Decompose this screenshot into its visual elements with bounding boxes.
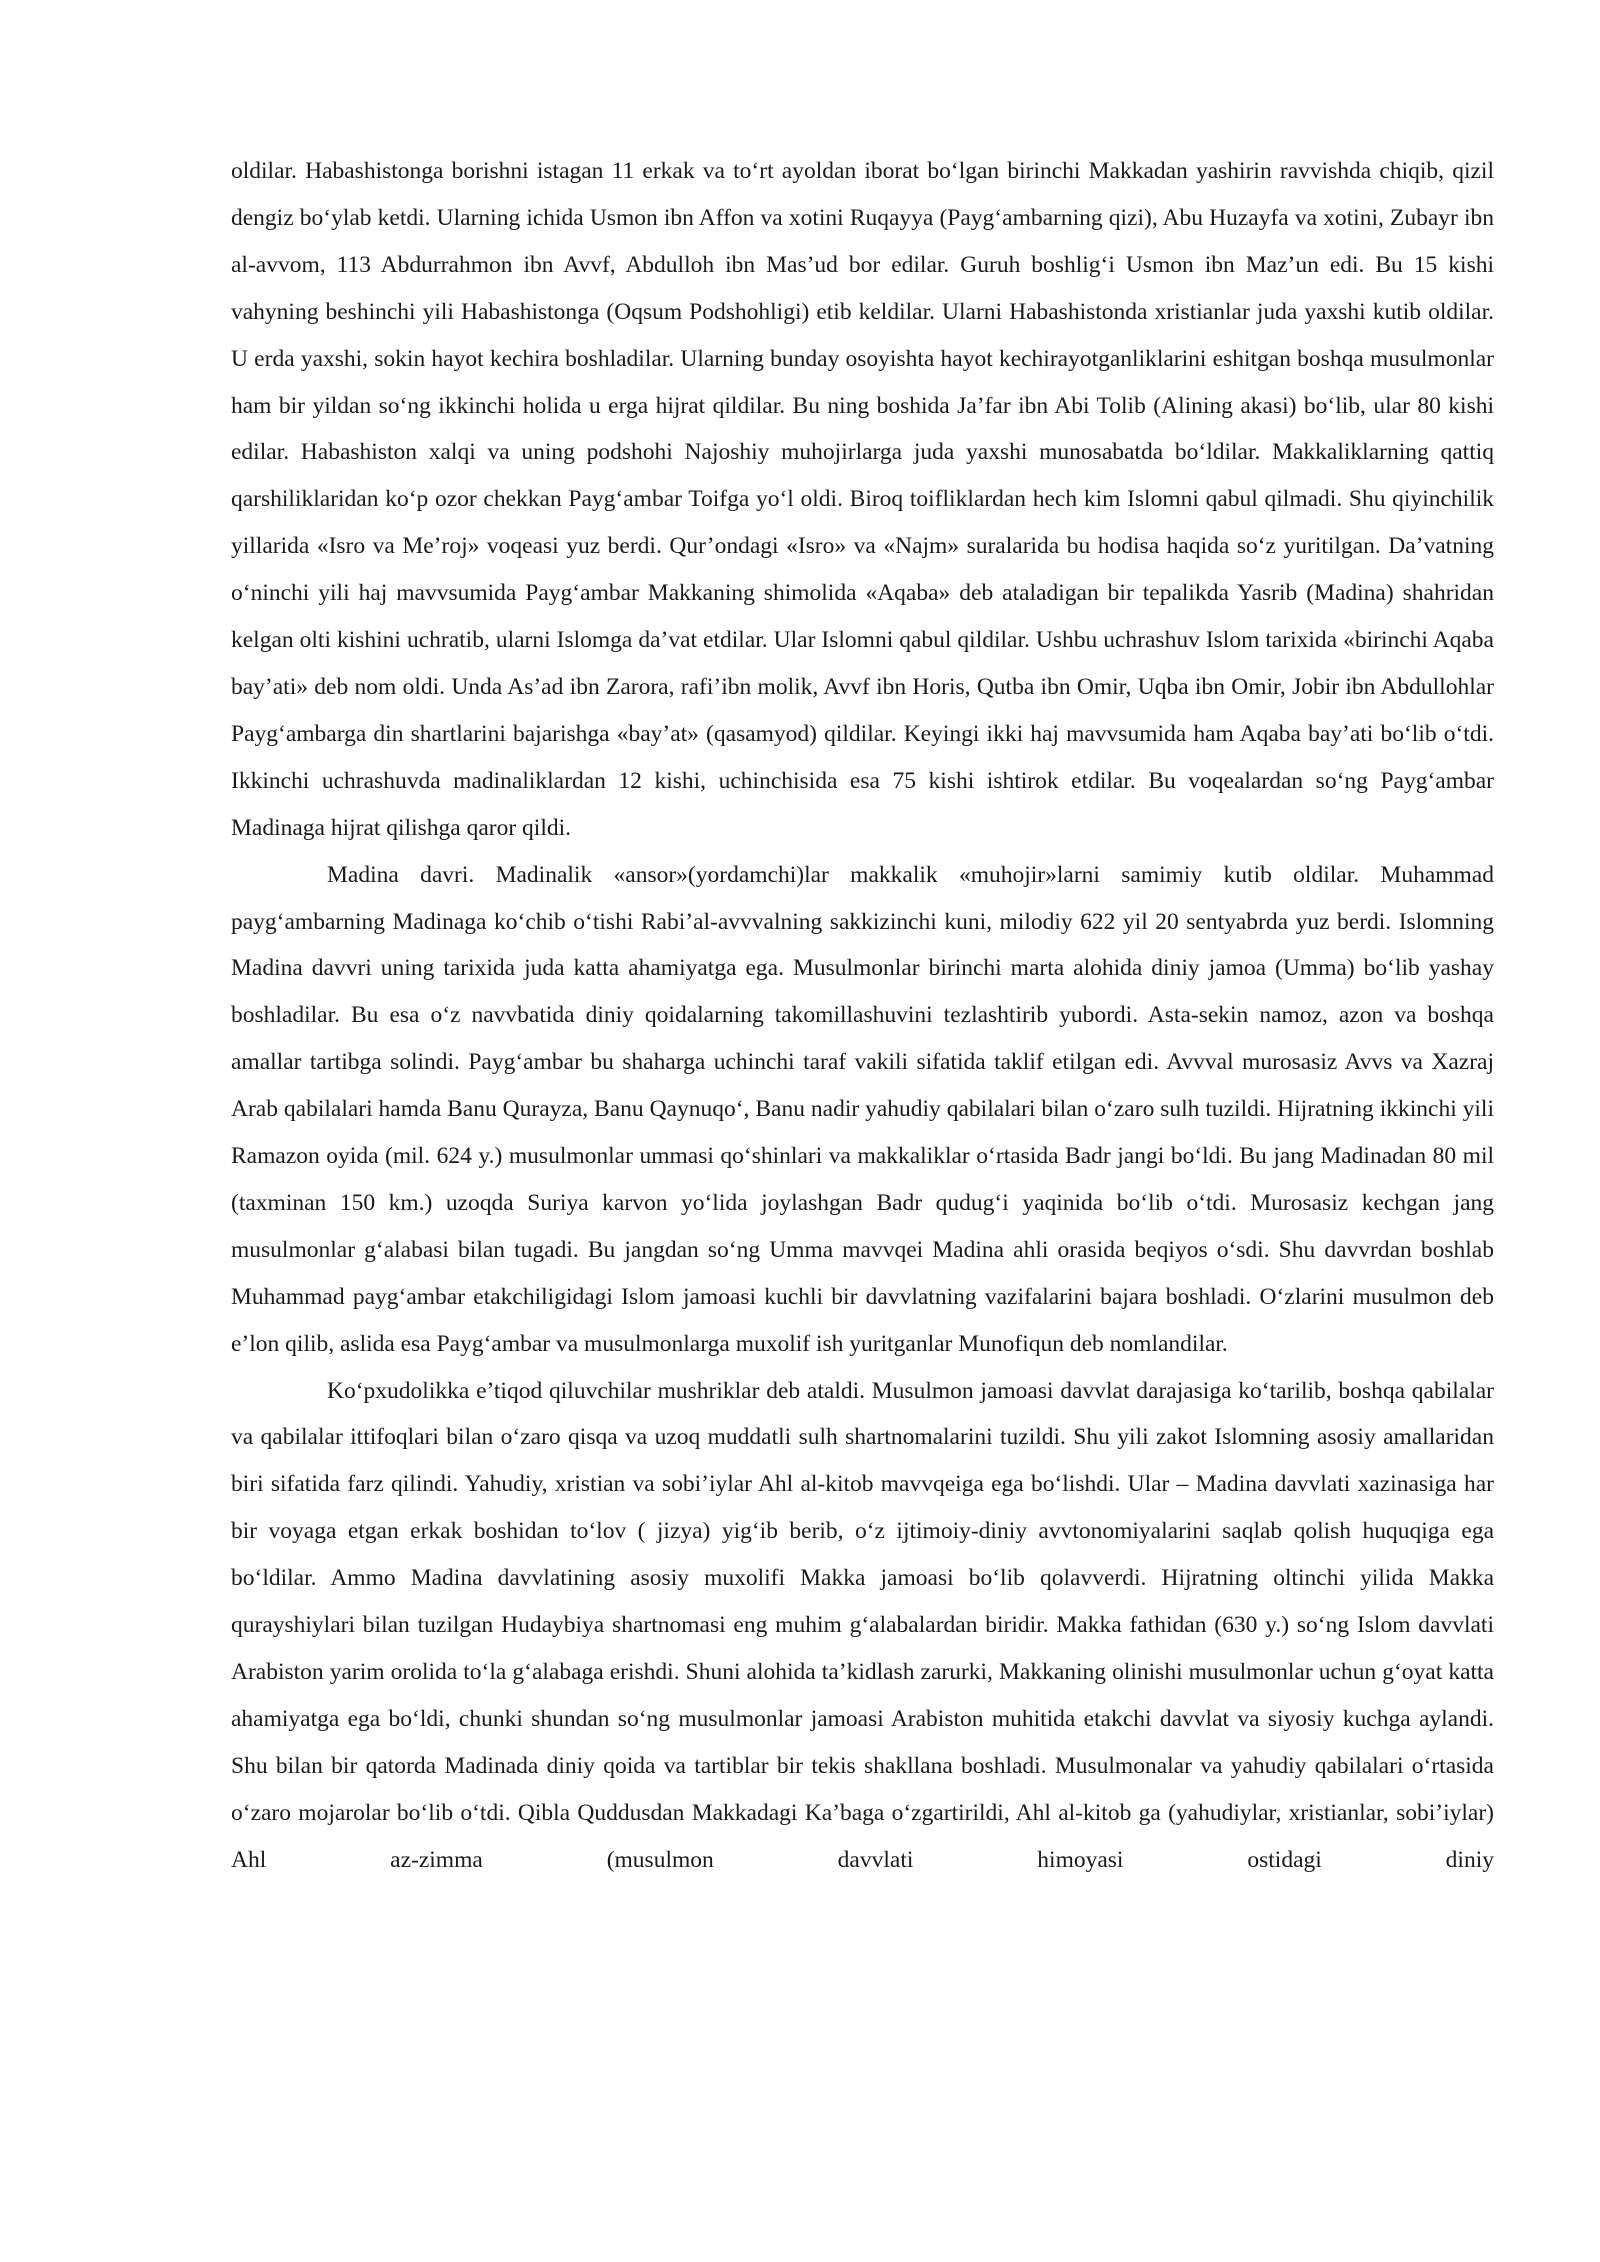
document-body <box>231 148 1494 1884</box>
paragraph-2: Madina davri. Madinalik «ansor»(yordamchi)lar makkalik «muhojir»larni samimiy kutib oldilar. Muhammad payg‘ambarning Madinaga ko‘chib o‘tishi Rabi’al-avvvalning sakkizinchi kuni, milodiy 622 yil 20 sentyabrda yuz berdi. Islomning Madina davvri uning tarixida juda katta ahamiyatga ega. Musulmonlar birinchi marta alohida diniy jamoa (Umma) bo‘lib yashay boshladilar. Bu esa o‘z navvbatida diniy qoidalarning takomillashuvini tezlashtirib yubordi. Asta-sekin namoz, azon va boshqa amallar tartibga solindi. Payg‘ambar bu shaharga uchinchi taraf vakili sifatida taklif etilgan edi. Avvval murosasiz Avvs va Xazraj Arab qabilalari hamda Banu Qurayza, Banu Qaynuqo‘, Banu nadir yahudiy qabilalari bilan o‘zaro sulh tuzildi. Hijratning ikkinchi yili Ramazon oyida (mil. 624 y.) musulmonlar ummasi qo‘shinlari va makkaliklar o‘rtasida Badr jangi bo‘ldi. Bu jang Madinadan 80 mil (taxminan 150 km.) uzoqda Suriya karvon yo‘lida joylashgan Badr qudug‘i yaqinida bo‘lib o‘tdi. Murosasiz kechgan jang musulmonlar g‘alabasi bilan tugadi. Bu jangdan so‘ng Umma mavvqei Madina ahli orasida beqiyos o‘sdi. Shu davvrdan boshlab Muhammad payg‘ambar etakchiligidagi Islom jamoasi kuchli bir davvlatning vazifalarini bajara boshladi. O‘zlarini musulmon deb e’lon qilib, aslida esa Payg‘ambar va musulmonlarga muxolif ish yuritganlar Munofiqun deb nomlandilar. <box>231 861 1494 1357</box>
paragraph-3: Ko‘pxudolikka e’tiqod qiluvchilar mushriklar deb ataldi. Musulmon jamoasi davvlat darajasiga ko‘tarilib, boshqa qabilalar va qabilalar ittifoqlari bilan o‘zaro qisqa va uzoq muddatli sulh shartnomalarini tuzildi. Shu yili zakot Islomning asosiy amallaridan biri sifatida farz qilindi. Yahudiy, xristian va sobi’iylar Ahl al-kitob mavvqeiga ega bo‘lishdi. Ular – Madina davvlati xazinasiga har bir voyaga etgan erkak boshidan to‘lov ( jizya) yig‘ib berib, o‘z ijtimoiy-diniy avvtonomiyalarini saqlab qolish huquqiga ega bo‘ldilar. Ammo Madina davvlatining asosiy muxolifi Makka jamoasi bo‘lib qolavverdi. Hijratning oltinchi yilida Makka qurayshiylari bilan tuzilgan Hudaybiya shartnomasi eng muhim g‘alabalardan biridir. Makka fathidan (630 y.) so‘ng Islom davvlati Arabiston yarim orolida to‘la g‘alabaga erishdi. Shuni alohida ta’kidlash zarurki, Makkaning olinishi musulmonlar uchun g‘oyat katta ahamiyatga ega bo‘ldi, chunki shundan so‘ng musulmonlar jamoasi Arabiston muhitida etakchi davvlat va siyosiy kuchga aylandi. Shu bilan bir qatorda Madinada diniy qoida va tartiblar bir tekis shakllana boshladi. Musulmonalar va yahudiy qabilalari o‘rtasida o‘zaro mojarolar bo‘lib o‘tdi. Qibla Quddusdan Makkadagi Ka’baga o‘zgartirildi, Ahl al-kitob ga (yahudiylar, xristianlar, sobi’iylar) Ahl az-zimma (musulmon davvlati himoyasi ostidagi diniy <box>231 1377 1494 1873</box>
paragraph-1: oldilar. Habashistonga borishni istagan 11 erkak va to‘rt ayoldan iborat bo‘lgan birinchi Makkadan yashirin ravvishda chiqib, qizil dengiz bo‘ylab ketdi. Ularning ichida Usmon ibn Affon va xotini Ruqayya (Payg‘ambarning qizi), Abu Huzayfa va xotini, Zubayr ibn al-avvom, 113 Abdurrahmon ibn Avvf, Abdulloh ibn Mas’ud bor edilar. Guruh boshlig‘i Usmon ibn Maz’un edi. Bu 15 kishi vahyning beshinchi yili Habashistonga (Oqsum Podshohligi) etib keldilar. Ularni Habashistonda xristianlar juda yaxshi kutib oldilar. U erda yaxshi, sokin hayot kechira boshladilar. Ularning bunday osoyishta hayot kechirayotganliklarini eshitgan boshqa musulmonlar ham bir yildan so‘ng ikkinchi holida u erga hijrat qildilar. Bu ning boshida Ja’far ibn Abi Tolib (Alining akasi) bo‘lib, ular 80 kishi edilar. Habashiston xalqi va uning podshohi Najoshiy muhojirlarga juda yaxshi munosabatda bo‘ldilar. Makkaliklarning qattiq qarshiliklaridan ko‘p ozor chekkan Payg‘ambar Toifga yo‘l oldi. Biroq toifliklardan hech kim Islomni qabul qilmadi. Shu qiyinchilik yillarida «Isro va Me’roj» voqeasi yuz berdi. Qur’ondagi «Isro» va «Najm» suralarida bu hodisa haqida so‘z yuritilgan. Da’vatning o‘ninchi yili haj mavvsumida Payg‘ambar Makkaning shimolida «Aqaba» deb ataladigan bir tepalikda Yasrib (Madina) shahridan kelgan olti kishini uchratib, ularni Islomga da’vat etdilar. Ular Islomni qabul qildilar. Ushbu uchrashuv Islom tarixida «birinchi Aqaba bay’ati» deb nom oldi. Unda As’ad ibn Zarora, rafi’ibn molik, Avvf ibn Horis, Qutba ibn Omir, Uqba ibn Omir, Jobir ibn Abdullohlar Payg‘ambarga din shartlarini bajarishga «bay’at» (qasamyod) qildilar. Keyingi ikki haj mavvsumida ham Aqaba bay’ati bo‘lib o‘tdi. Ikkinchi uchrashuvda madinaliklardan 12 kishi, uchinchisida esa 75 kishi ishtirok etdilar. Bu voqealardan so‘ng Payg‘ambar Madinaga hijrat qilishga qaror qildi. <box>231 158 1494 841</box>
